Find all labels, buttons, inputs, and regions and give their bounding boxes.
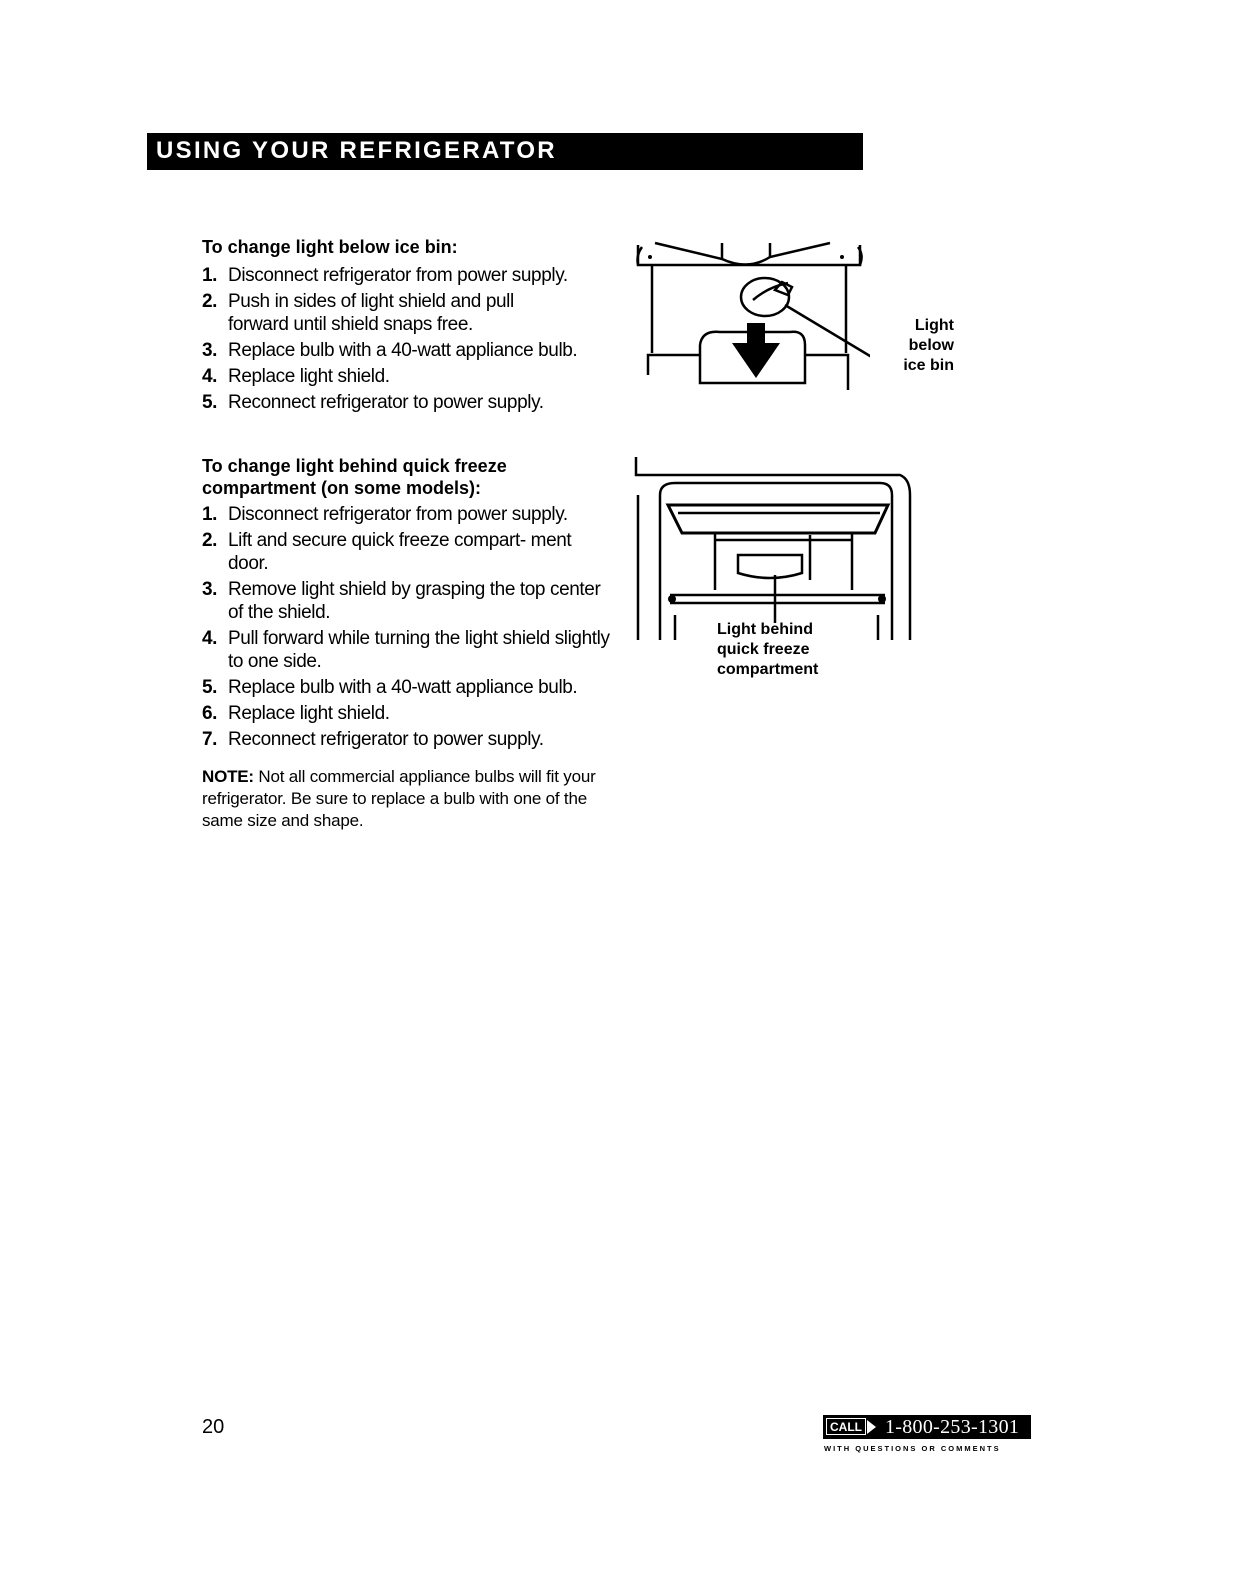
step-item: 1. Disconnect refrigerator from power supply.	[202, 504, 568, 525]
section1-steps	[202, 264, 622, 417]
step-item: 1. Disconnect refrigerator from power supply.	[202, 265, 568, 286]
phone-number: 1-800-253-1301	[885, 1416, 1020, 1438]
arrow-right-icon	[867, 1420, 876, 1434]
section-header-bar	[147, 133, 863, 170]
step-item: 2. Lift and secure quick freeze compart- ment door.	[202, 530, 572, 574]
call-label: CALL	[826, 1418, 866, 1435]
step-item: 4. Replace light shield.	[202, 366, 390, 387]
step-item: 6. Replace light shield.	[202, 703, 390, 724]
quick-freeze-light-caption: Light behind quick freeze compartment	[717, 621, 819, 678]
page-number: 20	[202, 1416, 225, 1438]
ice-bin-light-caption: Light below ice bin	[903, 317, 954, 374]
step-item: 7. Reconnect refrigerator to power supply.	[202, 729, 544, 750]
note-paragraph: NOTE: Not all commercial appliance bulbs will fit your refrigerator. Be sure to replace a bulb with one of the same size and shape.	[202, 767, 596, 830]
section1-heading: To change light below ice bin:	[202, 237, 458, 257]
call-subtext: WITH QUESTIONS OR COMMENTS	[824, 1444, 1001, 1453]
section-header-title: USING YOUR REFRIGERATOR	[156, 137, 557, 164]
section2-heading: To change light behind quick freeze compartment (on some models):	[202, 456, 507, 498]
step-item: 5. Reconnect refrigerator to power supply.	[202, 392, 544, 413]
step-item: 3. Replace bulb with a 40-watt appliance bulb.	[202, 340, 578, 361]
step-item: 5. Replace bulb with a 40-watt appliance bulb.	[202, 677, 578, 698]
ice-bin-light-illustration	[630, 235, 870, 400]
step-item: 3. Remove light shield by grasping the top center of the shield.	[202, 579, 601, 623]
step-item: 4. Pull forward while turning the light shield slightly to one side.	[202, 628, 610, 672]
step-item: 2. Push in sides of light shield and pull forward until shield snaps free.	[202, 291, 514, 335]
call-phone-banner	[823, 1415, 1031, 1439]
section2-steps	[202, 503, 622, 754]
